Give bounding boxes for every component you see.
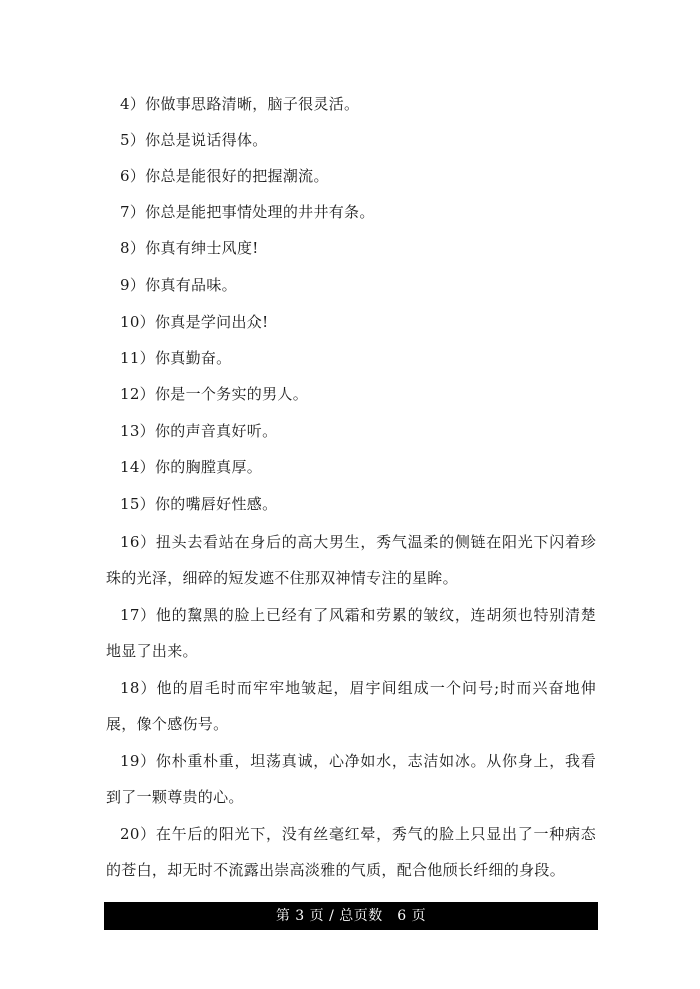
list-item-13: 13）你的声音真好听。 bbox=[120, 422, 278, 440]
list-item-16: 16）扭头去看站在身后的高大男生，秀气温柔的侧链在阳光下闪着珍珠的光泽，细碎的短发遮不住那双神情专注的星眸。 bbox=[106, 533, 596, 587]
list-item-9: 9）你真有品味。 bbox=[120, 276, 237, 294]
list-item-7: 7）你总是能把事情处理的井井有条。 bbox=[120, 203, 375, 221]
list-item-19: 19）你朴重朴重，坦荡真诚，心净如水，志洁如冰。从你身上，我看到了一颗尊贵的心。 bbox=[106, 752, 596, 806]
list-item-18: 18）他的眉毛时而牢牢地皱起，眉宇间组成一个问号;时而兴奋地伸展，像个感伤号。 bbox=[106, 679, 596, 733]
list-item-6: 6）你总是能很好的把握潮流。 bbox=[120, 167, 329, 185]
list-item-4: 4）你做事思路清晰，脑子很灵活。 bbox=[120, 95, 360, 113]
list-item-5: 5）你总是说话得体。 bbox=[120, 131, 268, 149]
list-item-17: 17）他的黧黑的脸上已经有了风霜和劳累的皱纹，连胡须也特别清楚地显了出来。 bbox=[106, 606, 596, 660]
list-item-8: 8）你真有绅士风度! bbox=[120, 239, 259, 257]
list-item-20: 20）在午后的阳光下，没有丝毫红晕，秀气的脸上只显出了一种病态的苍白，却无时不流露出崇高淡雅的气质，配合他颀长纤细的身段。 bbox=[106, 825, 596, 879]
list-item-14: 14）你的胸膛真厚。 bbox=[120, 458, 263, 476]
list-item-10: 10）你真是学问出众! bbox=[120, 313, 269, 331]
list-item-12: 12）你是一个务实的男人。 bbox=[120, 385, 308, 403]
list-item-11: 11）你真勤奋。 bbox=[120, 349, 232, 367]
list-item-15: 15）你的嘴唇好性感。 bbox=[120, 495, 278, 513]
page-footer: 第 3 页 / 总页数 6 页 bbox=[104, 902, 598, 930]
